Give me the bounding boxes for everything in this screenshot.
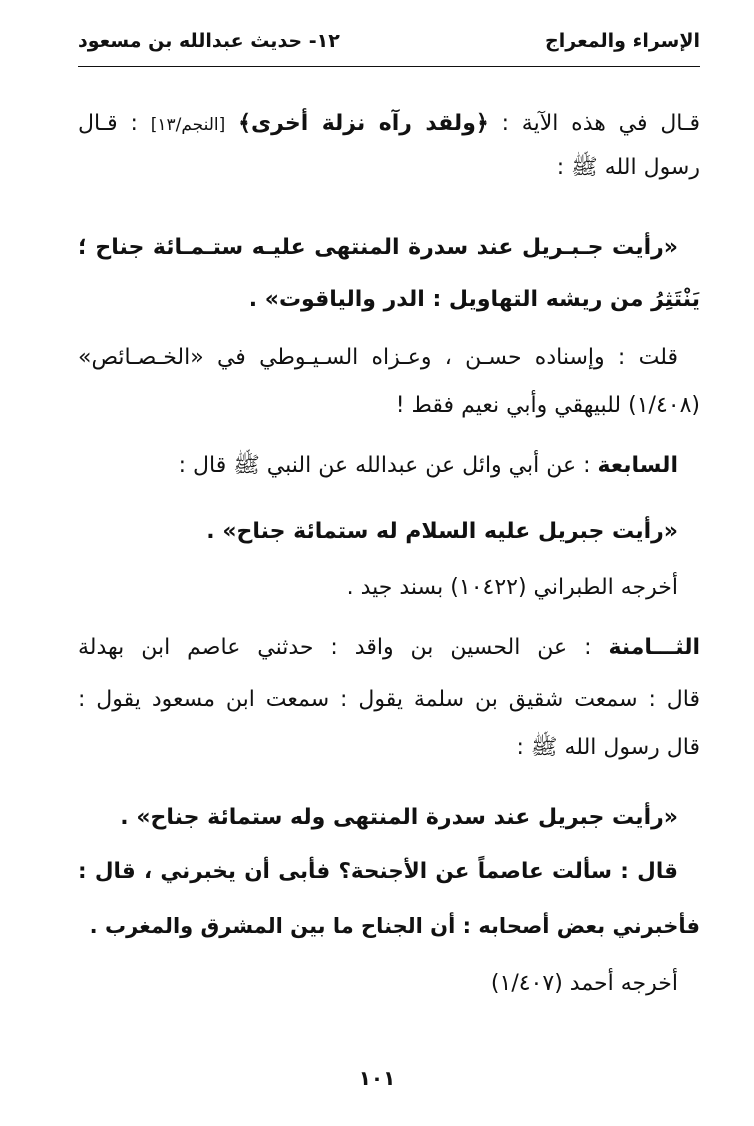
question-line-1: قال : سألت عاصماً عن الأجنحة؟ فأبى أن يخبرني ، قال :: [78, 859, 678, 884]
question-line-2: فأخبرني بعض أصحابه : أن الجناح ما بين المشرق والمغرب .: [89, 914, 700, 938]
page-number: ١٠١: [358, 1066, 396, 1090]
eighth-label: الثـــامنة: [608, 635, 700, 660]
eighth-text: : عن الحسين بن واقد : حدثني عاصم ابن بهدلة: [78, 635, 609, 660]
line-1-space: [225, 111, 238, 136]
narration-eighth-line-1: [78, 628, 700, 668]
hadith-quote-line-2: يَنْتَثِرُ من ريشه التهاويل : الدر والياقوت» .: [248, 287, 700, 312]
verse-reference: [النجم/١٣]: [150, 115, 226, 135]
hadith-quote-seventh: «رأيت جبريل عليه السلام له ستمائة جناح» .: [206, 519, 678, 544]
commentary-line-1: قلت : وإسناده حسـن ، وعـزاه السـيـوطي في «الخـصـائص»: [78, 345, 678, 370]
hadith-quote-eighth: «رأيت جبريل عند سدرة المنتهى وله ستمائة جناح» .: [120, 805, 678, 830]
commentary-line-2: (١/٤٠٨) للبيهقي وأبي نعيم فقط !: [395, 393, 700, 418]
header-rule: [78, 66, 700, 67]
running-header: [78, 30, 700, 60]
takhrij-ahmad: أخرجه أحمد (١/٤٠٧): [490, 971, 678, 996]
narration-eighth-line-2: قال : سمعت شقيق بن سلمة يقول : سمعت ابن مسعود يقول :: [78, 687, 700, 712]
narration-seventh-line: [78, 446, 700, 486]
takhrij-tabarani: أخرجه الطبراني (١٠٤٢٢) بسند جيد .: [346, 575, 678, 600]
narration-eighth-line-3: قال رسول الله ﷺ :: [516, 735, 700, 760]
seventh-text: : عن أبي وائل عن عبدالله عن النبي ﷺ قال :: [178, 453, 598, 478]
header-chapter-title: ١٢- حديث عبدالله بن مسعود: [78, 30, 340, 52]
line-1-end: : قـال: [78, 111, 151, 136]
hadith-quote-line-1: «رأيت جـبـريل عند سدرة المنتهى عليـه ستـمـائة جناح ؛: [78, 235, 678, 260]
quran-verse: ﴿ولقد رآه نزلة أخرى﴾: [238, 111, 489, 136]
seventh-label: السابعة: [597, 453, 678, 478]
text-line-1: [78, 104, 700, 144]
text-line-2: رسول الله ﷺ :: [556, 155, 700, 180]
line-1-intro: قـال في هذه الآية :: [488, 111, 700, 136]
header-book-title: الإسراء والمعراج: [545, 30, 700, 52]
